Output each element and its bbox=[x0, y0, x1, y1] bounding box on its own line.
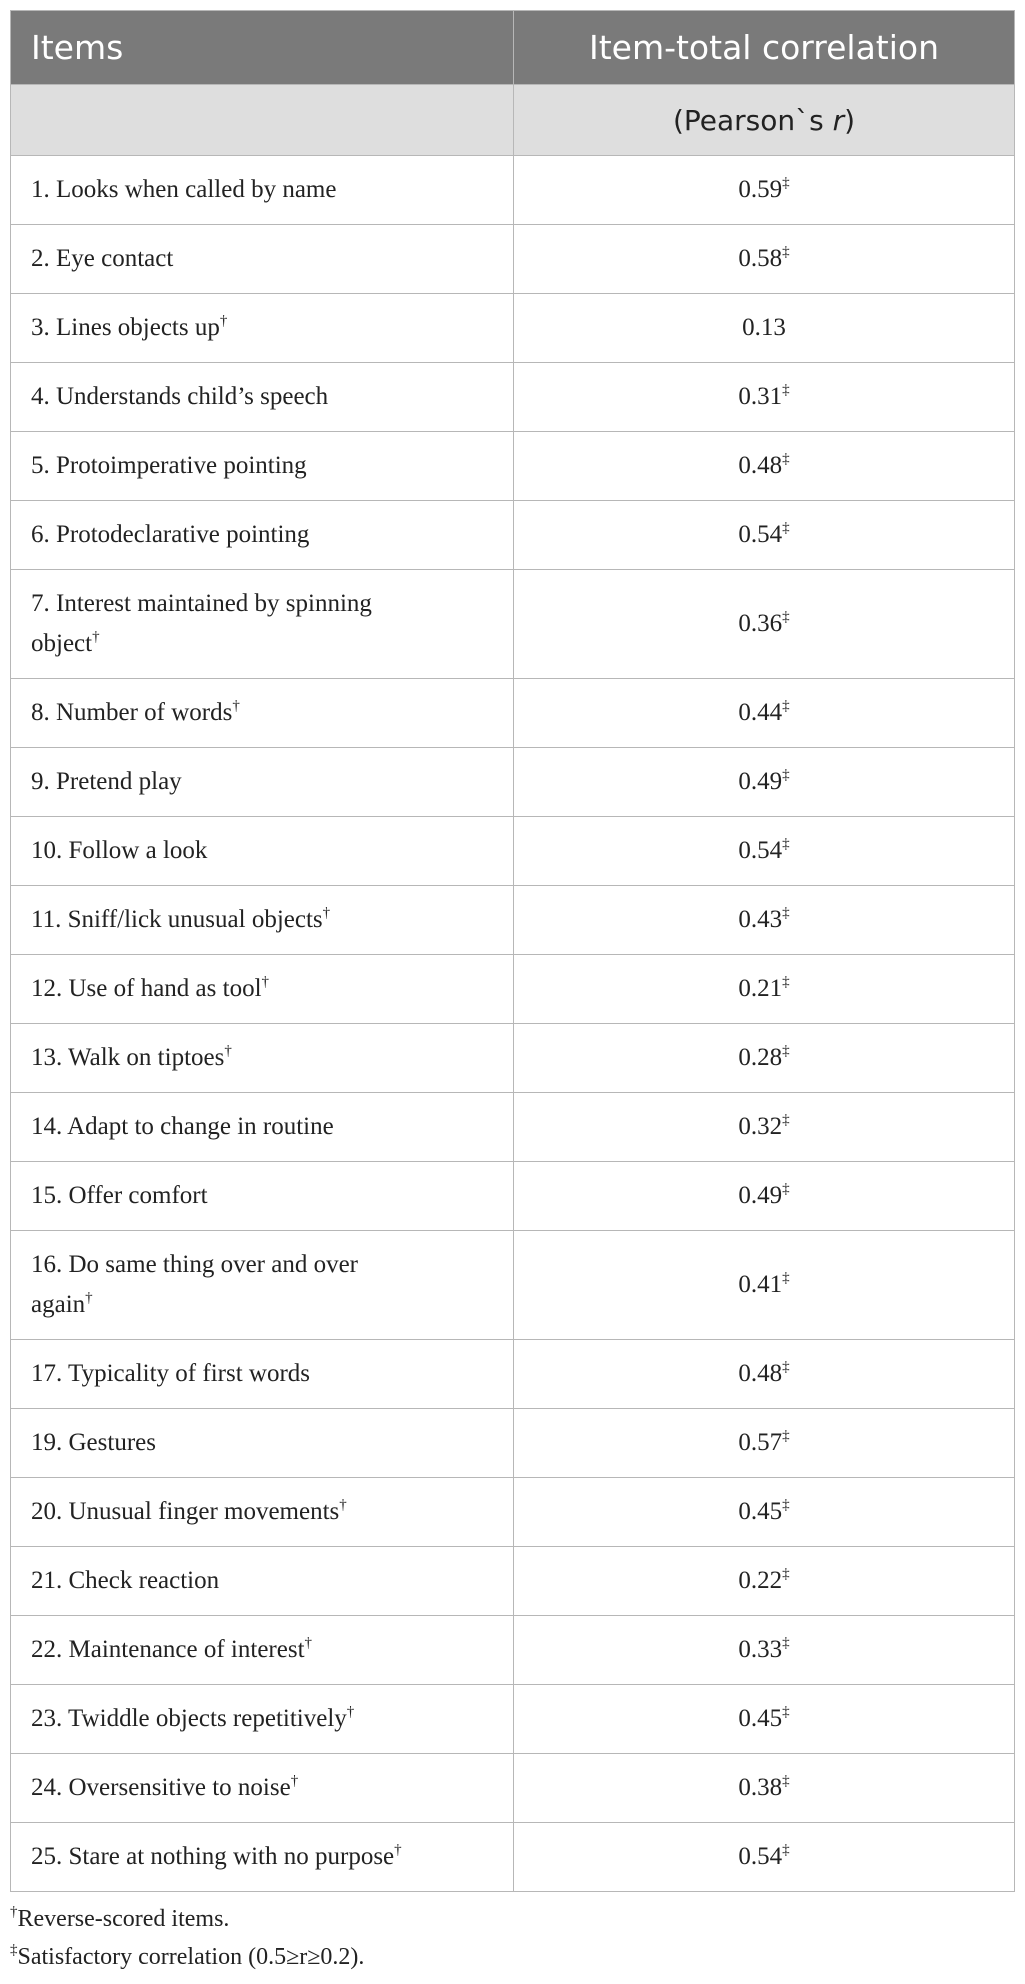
table-row bbox=[11, 1093, 1015, 1162]
item-label: 24. Oversensitive to noise bbox=[31, 1774, 291, 1801]
value-footnote-mark: ‡ bbox=[782, 1180, 790, 1197]
value-footnote-mark: ‡ bbox=[782, 1042, 790, 1059]
header-row bbox=[11, 11, 1015, 85]
correlation-cell bbox=[514, 1616, 1015, 1685]
item-cell bbox=[11, 1547, 514, 1616]
correlation-value: 0.32 bbox=[738, 1113, 783, 1140]
correlation-cell bbox=[514, 748, 1015, 817]
item-label: 22. Maintenance of interest bbox=[31, 1636, 305, 1663]
item-cell bbox=[11, 1231, 514, 1340]
table-row bbox=[11, 432, 1015, 501]
value-footnote-mark: ‡ bbox=[782, 904, 790, 921]
value-footnote-mark: ‡ bbox=[782, 1634, 790, 1651]
footnote-mark: † bbox=[10, 1904, 18, 1920]
table-row bbox=[11, 1616, 1015, 1685]
value-footnote-mark: ‡ bbox=[782, 381, 790, 398]
item-label: 1. Looks when called by name bbox=[31, 176, 337, 203]
footnotes bbox=[10, 1900, 364, 1976]
table-row bbox=[11, 225, 1015, 294]
item-label: 7. Interest maintained by spinning object bbox=[31, 590, 372, 657]
value-footnote-mark: ‡ bbox=[782, 243, 790, 260]
table-row bbox=[11, 748, 1015, 817]
item-label: 12. Use of hand as tool bbox=[31, 975, 262, 1002]
correlation-value: 0.33 bbox=[738, 1636, 783, 1663]
correlation-cell bbox=[514, 1754, 1015, 1823]
item-footnote-mark: † bbox=[322, 904, 331, 921]
item-cell bbox=[11, 1093, 514, 1162]
table-row bbox=[11, 1823, 1015, 1892]
item-cell bbox=[11, 1024, 514, 1093]
item-label: 8. Number of words bbox=[31, 699, 233, 726]
item-label: 3. Lines objects up bbox=[31, 314, 220, 341]
table-row bbox=[11, 817, 1015, 886]
table-row bbox=[11, 1024, 1015, 1093]
value-footnote-mark: ‡ bbox=[782, 519, 790, 536]
item-label: 25. Stare at nothing with no purpose bbox=[31, 1843, 395, 1870]
correlation-cell bbox=[514, 1409, 1015, 1478]
item-cell bbox=[11, 1340, 514, 1409]
correlation-cell bbox=[514, 1340, 1015, 1409]
table-row bbox=[11, 886, 1015, 955]
correlation-cell bbox=[514, 1685, 1015, 1754]
items-column-header: Items bbox=[11, 11, 514, 85]
value-footnote-mark: ‡ bbox=[782, 1772, 790, 1789]
correlation-cell bbox=[514, 225, 1015, 294]
table-row bbox=[11, 1478, 1015, 1547]
item-total-correlation-table bbox=[10, 10, 1015, 1892]
correlation-cell bbox=[514, 156, 1015, 225]
item-label: 11. Sniff/lick unusual objects bbox=[31, 906, 323, 933]
footnote-text: Satisfactory correlation (0.5≥r≥0.2). bbox=[17, 1944, 365, 1970]
item-cell bbox=[11, 679, 514, 748]
footnote-mark: ‡ bbox=[10, 1942, 18, 1958]
table-row bbox=[11, 1547, 1015, 1616]
footnote-satisfactory bbox=[10, 1938, 364, 1976]
correlation-cell bbox=[514, 1478, 1015, 1547]
value-footnote-mark: ‡ bbox=[782, 835, 790, 852]
subheader-empty-cell bbox=[11, 85, 514, 156]
item-label: 15. Offer comfort bbox=[31, 1182, 208, 1209]
table-row bbox=[11, 1409, 1015, 1478]
table-row bbox=[11, 1340, 1015, 1409]
item-footnote-mark: † bbox=[339, 1496, 347, 1513]
footnote-reverse-scored bbox=[10, 1900, 364, 1938]
value-footnote-mark: ‡ bbox=[782, 766, 790, 783]
pearson-subheader bbox=[514, 85, 1015, 156]
correlation-value: 0.58 bbox=[738, 245, 783, 272]
correlation-value: 0.36 bbox=[738, 610, 783, 637]
value-footnote-mark: ‡ bbox=[782, 973, 790, 990]
item-cell bbox=[11, 955, 514, 1024]
value-footnote-mark: ‡ bbox=[782, 1565, 790, 1582]
correlation-cell bbox=[514, 1823, 1015, 1892]
table-row bbox=[11, 1754, 1015, 1823]
table-row bbox=[11, 955, 1015, 1024]
value-footnote-mark: ‡ bbox=[782, 1358, 790, 1375]
correlation-value: 0.54 bbox=[738, 521, 783, 548]
correlation-value: 0.54 bbox=[738, 1843, 783, 1870]
correlation-cell bbox=[514, 501, 1015, 570]
value-footnote-mark: ‡ bbox=[782, 1496, 790, 1513]
item-cell bbox=[11, 432, 514, 501]
item-footnote-mark: † bbox=[304, 1634, 313, 1651]
subheader-suffix: ) bbox=[844, 103, 856, 137]
item-footnote-mark: † bbox=[394, 1841, 402, 1858]
correlation-cell bbox=[514, 294, 1015, 363]
correlation-cell bbox=[514, 363, 1015, 432]
item-cell bbox=[11, 1685, 514, 1754]
correlation-cell bbox=[514, 886, 1015, 955]
correlation-value: 0.49 bbox=[738, 1182, 783, 1209]
subheader-prefix: (Pearson`s bbox=[672, 103, 833, 137]
table-row bbox=[11, 1231, 1015, 1340]
correlation-value: 0.31 bbox=[738, 383, 783, 410]
item-cell bbox=[11, 363, 514, 432]
item-footnote-mark: † bbox=[346, 1703, 355, 1720]
item-label: 20. Unusual finger movements bbox=[31, 1498, 340, 1525]
correlation-value: 0.54 bbox=[738, 837, 783, 864]
table-row bbox=[11, 570, 1015, 679]
correlation-value: 0.41 bbox=[738, 1271, 783, 1298]
table-row bbox=[11, 294, 1015, 363]
correlation-value: 0.48 bbox=[738, 1360, 783, 1387]
item-cell bbox=[11, 1754, 514, 1823]
item-label: 19. Gestures bbox=[31, 1429, 156, 1456]
item-cell bbox=[11, 1162, 514, 1231]
item-cell bbox=[11, 294, 514, 363]
value-footnote-mark: ‡ bbox=[782, 174, 790, 191]
correlation-cell bbox=[514, 679, 1015, 748]
value-footnote-mark: ‡ bbox=[782, 608, 790, 625]
table-row bbox=[11, 1685, 1015, 1754]
item-footnote-mark: † bbox=[232, 697, 240, 714]
correlation-cell bbox=[514, 570, 1015, 679]
correlation-cell bbox=[514, 432, 1015, 501]
item-cell bbox=[11, 501, 514, 570]
correlation-value: 0.57 bbox=[738, 1429, 783, 1456]
correlation-value: 0.28 bbox=[738, 1044, 783, 1071]
value-footnote-mark: ‡ bbox=[782, 1269, 790, 1286]
correlation-cell bbox=[514, 1093, 1015, 1162]
item-label: 16. Do same thing over and over again bbox=[31, 1251, 359, 1318]
item-footnote-mark: † bbox=[224, 1042, 232, 1059]
item-footnote-mark: † bbox=[261, 973, 270, 990]
item-label: 4. Understands child’s speech bbox=[31, 383, 329, 410]
item-label: 21. Check reaction bbox=[31, 1567, 220, 1594]
correlation-cell bbox=[514, 955, 1015, 1024]
table-row bbox=[11, 363, 1015, 432]
item-cell bbox=[11, 1409, 514, 1478]
footnote-text: Reverse-scored items. bbox=[17, 1906, 230, 1932]
correlation-value: 0.59 bbox=[738, 176, 783, 203]
correlation-cell bbox=[514, 1162, 1015, 1231]
item-label: 2. Eye contact bbox=[31, 245, 174, 272]
correlation-cell bbox=[514, 1231, 1015, 1340]
item-cell bbox=[11, 1478, 514, 1547]
item-cell bbox=[11, 1616, 514, 1685]
table-row bbox=[11, 501, 1015, 570]
item-label: 6. Protodeclarative pointing bbox=[31, 521, 310, 548]
value-footnote-mark: ‡ bbox=[782, 1111, 790, 1128]
correlation-value: 0.43 bbox=[738, 906, 783, 933]
table-row bbox=[11, 679, 1015, 748]
correlation-cell bbox=[514, 1024, 1015, 1093]
item-footnote-mark: † bbox=[85, 1289, 93, 1306]
correlation-value: 0.48 bbox=[738, 452, 783, 479]
correlation-value: 0.13 bbox=[742, 314, 786, 341]
correlation-column-header: Item-total correlation bbox=[514, 11, 1015, 85]
item-cell bbox=[11, 817, 514, 886]
item-label: 13. Walk on tiptoes bbox=[31, 1044, 225, 1071]
subheader-row bbox=[11, 85, 1015, 156]
value-footnote-mark: ‡ bbox=[782, 450, 790, 467]
value-footnote-mark: ‡ bbox=[782, 697, 790, 714]
value-footnote-mark: ‡ bbox=[782, 1841, 790, 1858]
correlation-value: 0.45 bbox=[738, 1705, 783, 1732]
item-footnote-mark: † bbox=[290, 1772, 299, 1789]
item-label: 5. Protoimperative pointing bbox=[31, 452, 307, 479]
correlation-value: 0.45 bbox=[738, 1498, 783, 1525]
item-label: 10. Follow a look bbox=[31, 837, 208, 864]
correlation-value: 0.49 bbox=[738, 768, 783, 795]
table-row bbox=[11, 156, 1015, 225]
table-body bbox=[11, 156, 1015, 1892]
item-cell bbox=[11, 156, 514, 225]
correlation-value: 0.38 bbox=[738, 1774, 783, 1801]
subheader-variable: r bbox=[832, 103, 845, 137]
item-label: 9. Pretend play bbox=[31, 768, 182, 795]
item-footnote-mark: † bbox=[92, 628, 100, 645]
value-footnote-mark: ‡ bbox=[782, 1703, 790, 1720]
item-label: 14. Adapt to change in routine bbox=[31, 1113, 334, 1140]
correlation-value: 0.44 bbox=[738, 699, 783, 726]
item-footnote-mark: † bbox=[219, 312, 228, 329]
item-label: 17. Typicality of first words bbox=[31, 1360, 311, 1387]
correlation-table-container bbox=[10, 10, 1014, 1892]
value-footnote-mark: ‡ bbox=[782, 1427, 790, 1444]
item-cell bbox=[11, 1823, 514, 1892]
item-cell bbox=[11, 748, 514, 817]
correlation-value: 0.21 bbox=[738, 975, 783, 1002]
correlation-cell bbox=[514, 817, 1015, 886]
item-cell bbox=[11, 225, 514, 294]
item-cell bbox=[11, 570, 514, 679]
correlation-cell bbox=[514, 1547, 1015, 1616]
item-label: 23. Twiddle objects repetitively bbox=[31, 1705, 347, 1732]
correlation-value: 0.22 bbox=[738, 1567, 783, 1594]
table-row bbox=[11, 1162, 1015, 1231]
item-cell bbox=[11, 886, 514, 955]
